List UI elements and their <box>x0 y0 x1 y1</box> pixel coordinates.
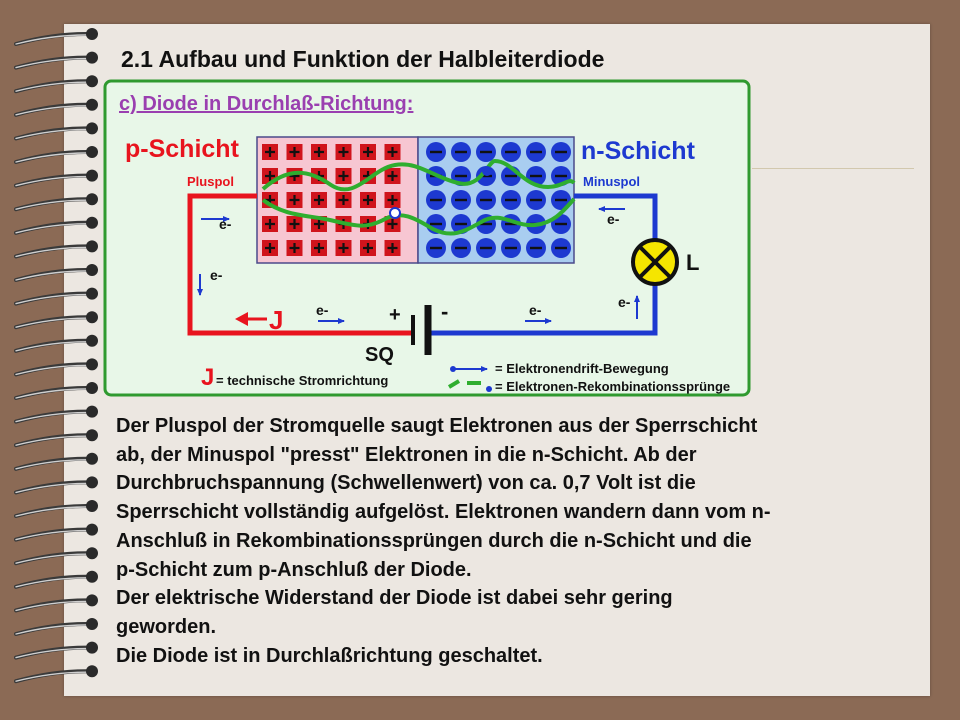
text-line: p-Schicht zum p-Anschluß der Diode. <box>116 558 472 581</box>
p-layer-label: p-Schicht <box>125 135 239 163</box>
binding-hole <box>86 406 98 418</box>
electron-label: e- <box>618 294 631 310</box>
paragraph-forward-bias <box>116 412 916 584</box>
legend-current-symbol: J <box>201 364 215 391</box>
binding-hole <box>86 571 98 583</box>
binding-hole <box>86 618 98 630</box>
binding-hole <box>86 193 98 205</box>
binding-hole <box>86 240 98 252</box>
binding-hole <box>86 28 98 40</box>
text-line: Der Pluspol der Stromquelle saugt Elektronen aus der Sperrschicht <box>116 415 758 437</box>
text-line: Durchbruchspannung (Schwellenwert) von ca. 0,7 Volt ist die <box>116 472 696 495</box>
diode-forward-bias-diagram <box>103 79 751 399</box>
divider-line <box>752 168 914 169</box>
text-line: Sperrschicht vollständig aufgelöst. Elektronen wandern dann vom n- <box>116 501 771 524</box>
current-symbol: J <box>269 305 284 335</box>
binding-hole <box>86 170 98 182</box>
binding-hole <box>86 358 98 370</box>
binding-hole <box>86 288 98 300</box>
lamp-label: L <box>686 250 700 275</box>
source-plus-sign: + <box>389 304 401 326</box>
slide-title: 2.1 Aufbau und Funktion der Halbleiterdiode <box>121 46 605 72</box>
minus-pole-label: Minuspol <box>583 174 641 189</box>
binding-hole <box>86 429 98 441</box>
lamp <box>633 240 677 284</box>
n-layer-label: n-Schicht <box>581 137 695 165</box>
binding-hole <box>86 476 98 488</box>
binding-hole <box>86 453 98 465</box>
binding-hole <box>86 52 98 64</box>
binding-hole <box>86 594 98 606</box>
text-line: Anschluß in Rekombinationssprüngen durch die n-Schicht und die <box>116 529 752 552</box>
legend-drift-text: = Elektronendrift-Bewegung <box>495 361 669 376</box>
electron-label: e- <box>529 302 542 318</box>
binding-hole <box>86 146 98 158</box>
plus-pole-label: Pluspol <box>187 174 234 189</box>
drifting-electron <box>482 166 492 176</box>
electron-label: e- <box>219 216 232 232</box>
source-label: SQ <box>365 344 394 366</box>
text-line: ab, der Minuspol "presst" Elektronen in die n-Schicht. Ab der <box>116 443 697 466</box>
text-line: Die Diode ist in Durchlaßrichtung geschaltet. <box>116 644 543 667</box>
legend-recombination-text: = Elektronen-Rekombinationssprünge <box>495 379 731 394</box>
electron-label: e- <box>210 267 223 283</box>
binding-hole <box>86 500 98 512</box>
diagram-heading: c) Diode in Durchlaß-Richtung: <box>119 93 414 115</box>
binding-hole <box>86 99 98 111</box>
electron-label: e- <box>607 211 620 227</box>
binding-hole <box>86 217 98 229</box>
electron-label: e- <box>316 302 329 318</box>
binding-hole <box>86 547 98 559</box>
binding-hole <box>86 642 98 654</box>
binding-hole <box>86 382 98 394</box>
binding-hole <box>86 311 98 323</box>
hole-marker <box>390 208 400 218</box>
text-line: Der elektrische Widerstand der Diode ist dabei sehr gering <box>116 587 673 610</box>
binding-hole <box>86 264 98 276</box>
binding-hole <box>86 665 98 677</box>
binding-hole <box>86 122 98 134</box>
paragraph-conclusion <box>116 642 916 671</box>
binding-hole <box>86 75 98 87</box>
binding-hole <box>86 524 98 536</box>
source-minus-sign: - <box>441 299 449 324</box>
paragraph-resistance <box>116 584 916 641</box>
explanation-text <box>116 412 916 670</box>
legend-current-text: = technische Stromrichtung <box>216 373 389 388</box>
binding-hole <box>86 335 98 347</box>
text-line: geworden. <box>116 615 217 638</box>
